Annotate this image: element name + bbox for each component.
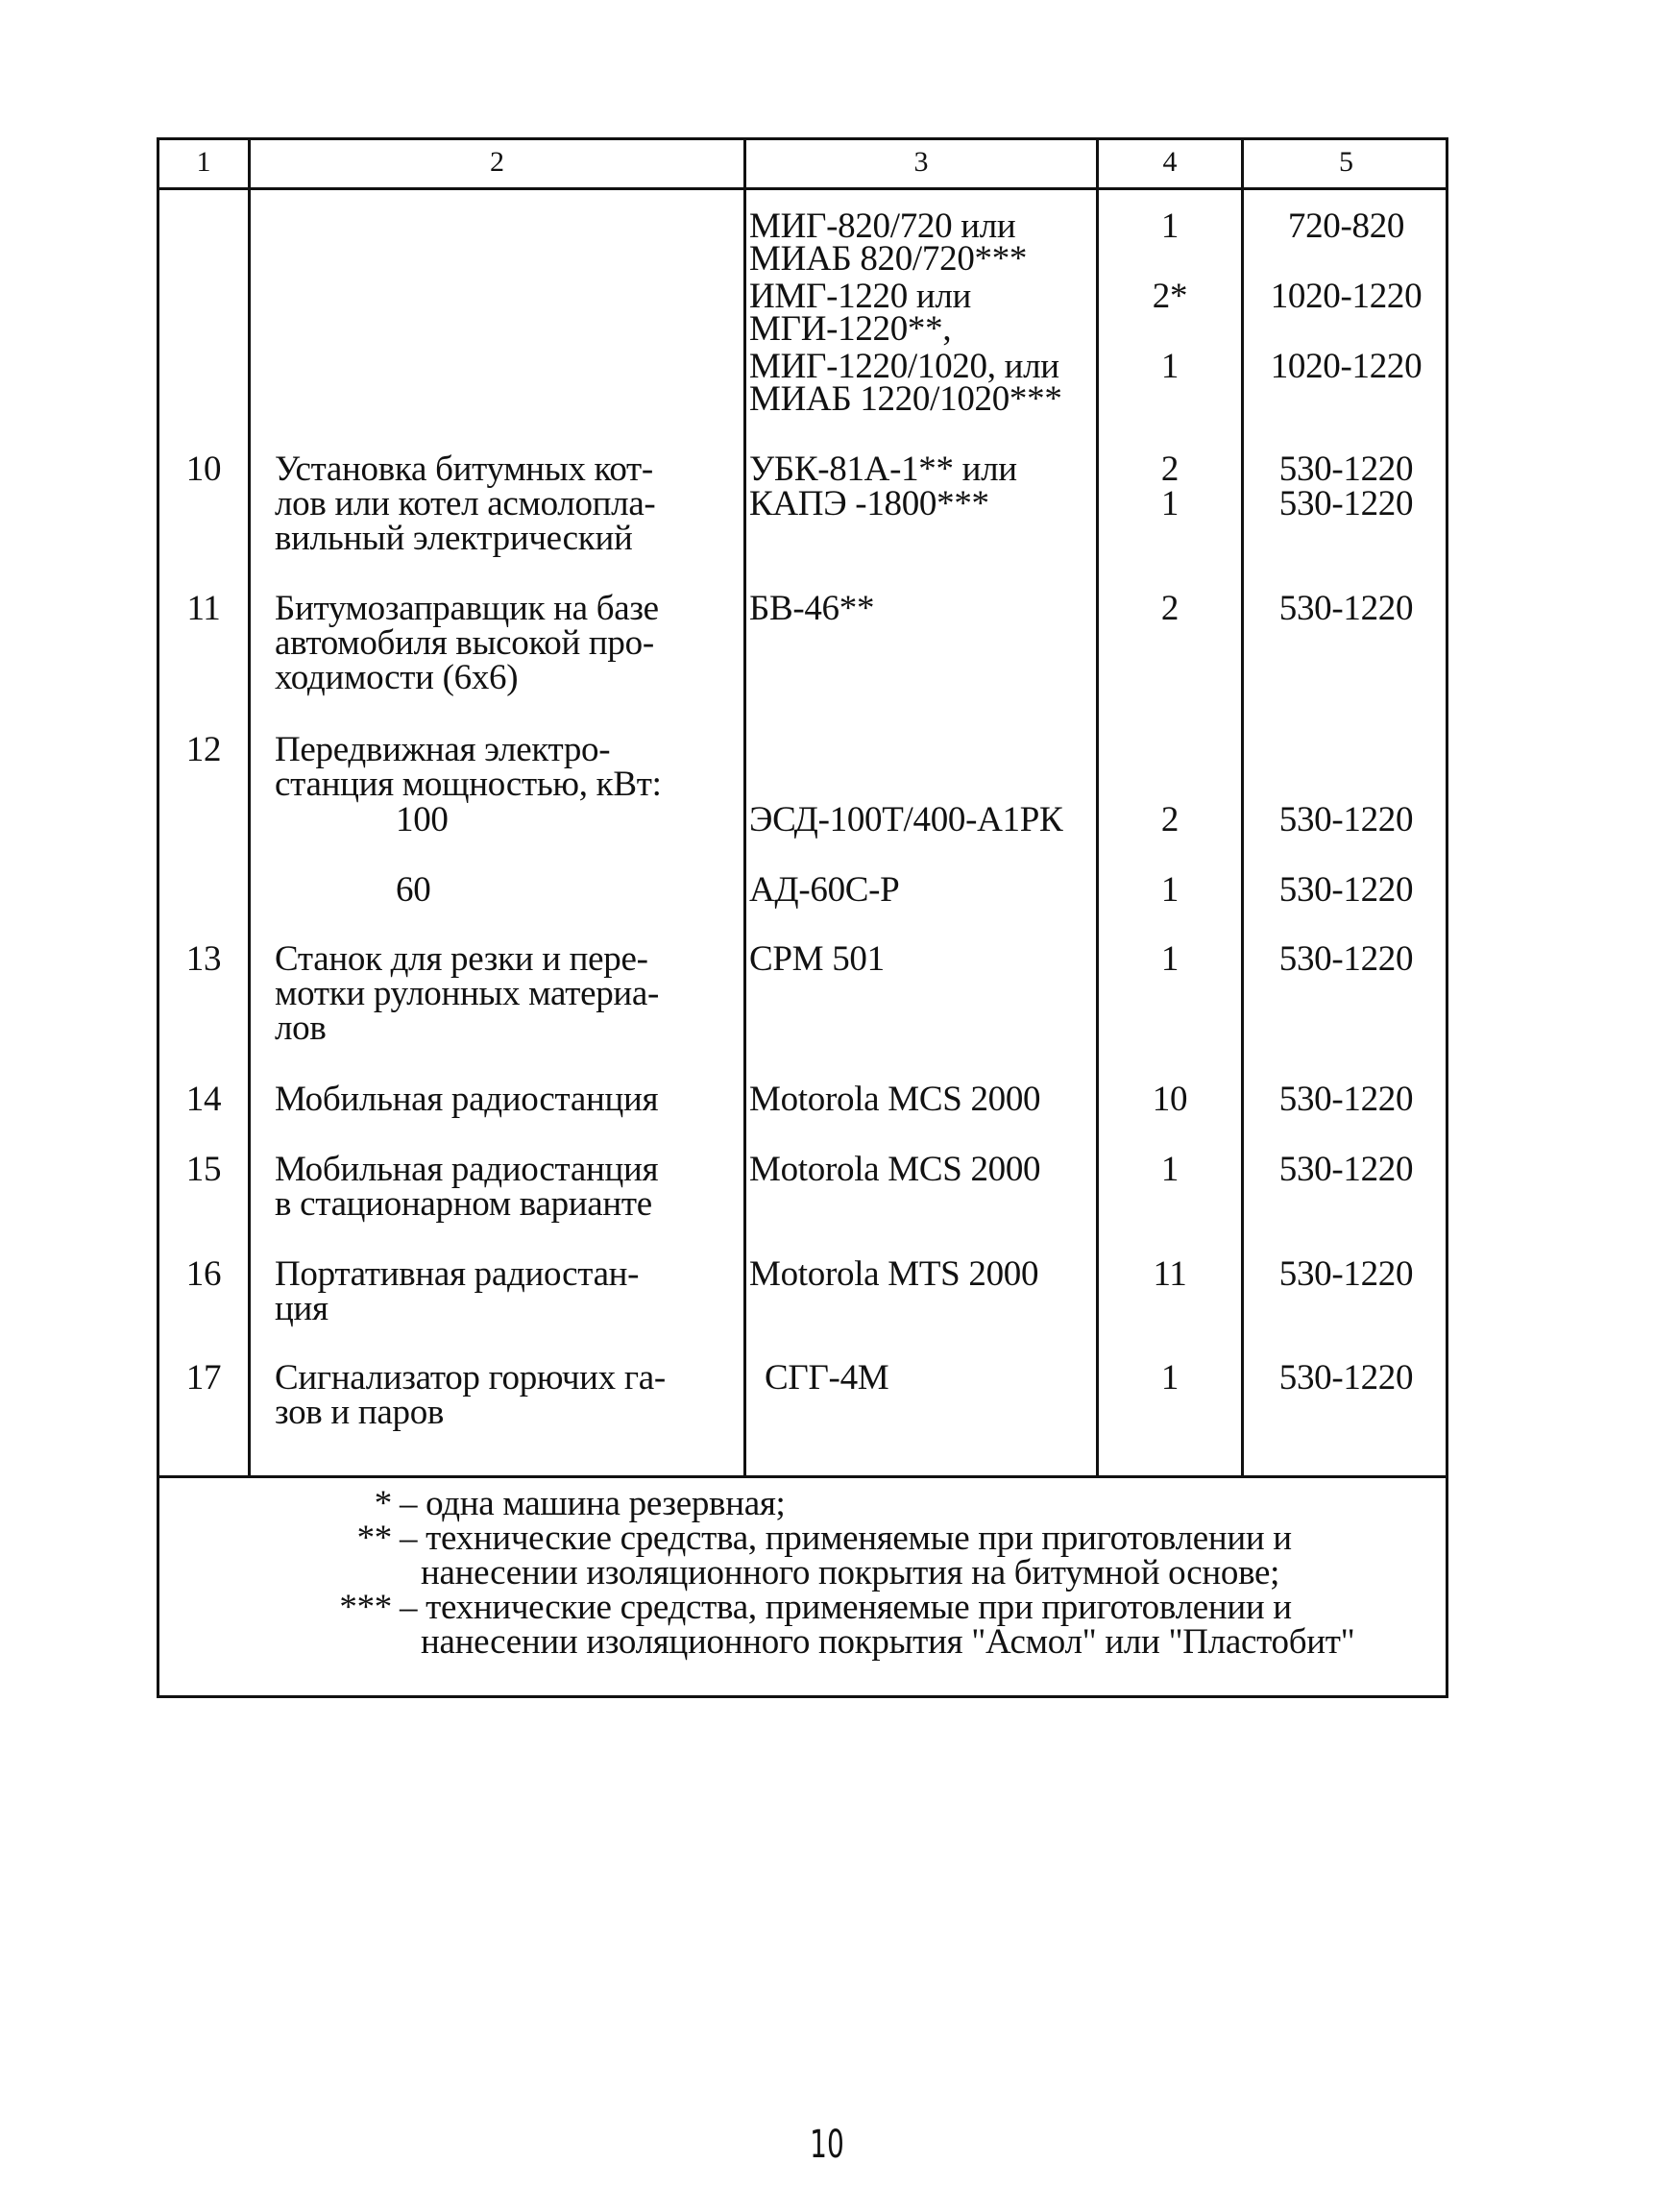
model-cell: МИГ-1220/1020, или: [749, 347, 1059, 386]
qty-cell: 1: [1160, 484, 1180, 523]
footnote-text: нанесении изоляционного покрытия на битумной основе;: [421, 1553, 1280, 1592]
header-cell: 1: [196, 146, 211, 178]
range-cell: 720-820: [1287, 207, 1405, 246]
row-number: 13: [185, 939, 222, 979]
equipment-table: [157, 137, 1448, 1698]
name-cell: Битумозаправщик на базе: [275, 589, 659, 628]
qty-cell: 1: [1160, 207, 1180, 246]
model-cell: МГИ-1220**,: [749, 309, 952, 349]
footnote-text: – технические средства, применяемые при приготовлении и: [400, 1519, 1292, 1558]
name-cell: автомобиля высокой про-: [275, 623, 654, 663]
name-cell: лов: [275, 1009, 327, 1048]
range-cell: 1020-1220: [1270, 277, 1423, 316]
name-cell: Передвижная электро-: [275, 730, 611, 769]
footnote-divider: [159, 1475, 1446, 1478]
name-cell: в стационарном варианте: [275, 1184, 652, 1224]
model-cell: СГГ-4М: [765, 1358, 889, 1398]
range-cell: 1020-1220: [1270, 347, 1423, 386]
row-number: 15: [185, 1150, 222, 1189]
footnote-text: – технические средства, применяемые при приготовлении и: [400, 1588, 1292, 1627]
range-cell: 530-1220: [1278, 589, 1414, 628]
header-cell: 4: [1162, 146, 1178, 178]
name-cell: 60: [396, 870, 431, 910]
name-cell: ходимости (6х6): [275, 658, 519, 697]
row-number: 11: [186, 589, 221, 628]
model-cell: АД-60С-Р: [749, 870, 900, 910]
header-cell: 5: [1339, 146, 1353, 178]
header-cell: 2: [490, 146, 504, 178]
range-cell: 530-1220: [1278, 1254, 1414, 1294]
model-cell: ЭСД-100Т/400-А1РК: [749, 800, 1063, 839]
qty-cell: 2: [1160, 800, 1180, 839]
name-cell: мотки рулонных материа-: [275, 974, 660, 1013]
header-cell: 3: [913, 146, 929, 178]
qty-cell: 11: [1153, 1254, 1187, 1294]
qty-cell: 2*: [1152, 277, 1188, 316]
row-number: 10: [185, 450, 222, 489]
name-cell: лов или котел асмолопла-: [275, 484, 656, 523]
name-cell: Установка битумных кот-: [275, 450, 653, 489]
footnote-mark: ***: [339, 1588, 392, 1627]
model-cell: БВ-46**: [749, 589, 875, 628]
model-cell: МИАБ 1220/1020***: [749, 379, 1062, 419]
model-cell: Motorola MCS 2000: [749, 1080, 1041, 1119]
model-cell: СРМ 501: [749, 939, 885, 979]
footnote-mark: *: [374, 1484, 392, 1523]
footnote-text: нанесении изоляционного покрытия "Асмол" или "Пластобит": [421, 1622, 1355, 1662]
qty-cell: 2: [1160, 450, 1180, 489]
qty-cell: 1: [1160, 347, 1180, 386]
header-divider: [159, 187, 1446, 190]
range-cell: 530-1220: [1278, 484, 1414, 523]
name-cell: Сигнализатор горючих га-: [275, 1358, 666, 1398]
name-cell: вильный электрический: [275, 519, 633, 558]
row-number: 12: [185, 730, 222, 769]
model-cell: МИГ-820/720 или: [749, 207, 1016, 246]
page-number: 10: [810, 2123, 844, 2167]
qty-cell: 1: [1160, 870, 1180, 910]
range-cell: 530-1220: [1278, 1080, 1414, 1119]
footnote-text: – одна машина резервная;: [400, 1484, 786, 1523]
name-cell: Портативная радиостан-: [275, 1254, 640, 1294]
range-cell: 530-1220: [1278, 800, 1414, 839]
model-cell: КАПЭ -1800***: [749, 484, 989, 523]
row-number: 16: [185, 1254, 222, 1294]
footnote-mark: **: [356, 1519, 392, 1558]
name-cell: Мобильная радиостанция: [275, 1080, 659, 1119]
name-cell: 100: [396, 800, 449, 839]
qty-cell: 1: [1160, 1150, 1180, 1189]
name-cell: зов и паров: [275, 1393, 445, 1432]
model-cell: Motorola MCS 2000: [749, 1150, 1041, 1189]
range-cell: 530-1220: [1278, 1358, 1414, 1398]
column-divider: [743, 140, 746, 1475]
name-cell: Станок для резки и пере-: [275, 939, 648, 979]
name-cell: ция: [275, 1289, 328, 1328]
model-cell: ИМГ-1220 или: [749, 277, 972, 316]
range-cell: 530-1220: [1278, 450, 1414, 489]
name-cell: Мобильная радиостанция: [275, 1150, 659, 1189]
range-cell: 530-1220: [1278, 939, 1414, 979]
qty-cell: 10: [1152, 1080, 1188, 1119]
qty-cell: 1: [1160, 939, 1180, 979]
qty-cell: 2: [1160, 589, 1180, 628]
qty-cell: 1: [1160, 1358, 1180, 1398]
model-cell: УБК-81А-1** или: [749, 450, 1017, 489]
model-cell: Motorola MTS 2000: [749, 1254, 1039, 1294]
row-number: 14: [185, 1080, 222, 1119]
name-cell: станция мощностью, кВт:: [275, 765, 662, 804]
model-cell: МИАБ 820/720***: [749, 239, 1028, 279]
range-cell: 530-1220: [1278, 1150, 1414, 1189]
range-cell: 530-1220: [1278, 870, 1414, 910]
row-number: 17: [185, 1358, 222, 1398]
column-divider: [248, 140, 251, 1475]
